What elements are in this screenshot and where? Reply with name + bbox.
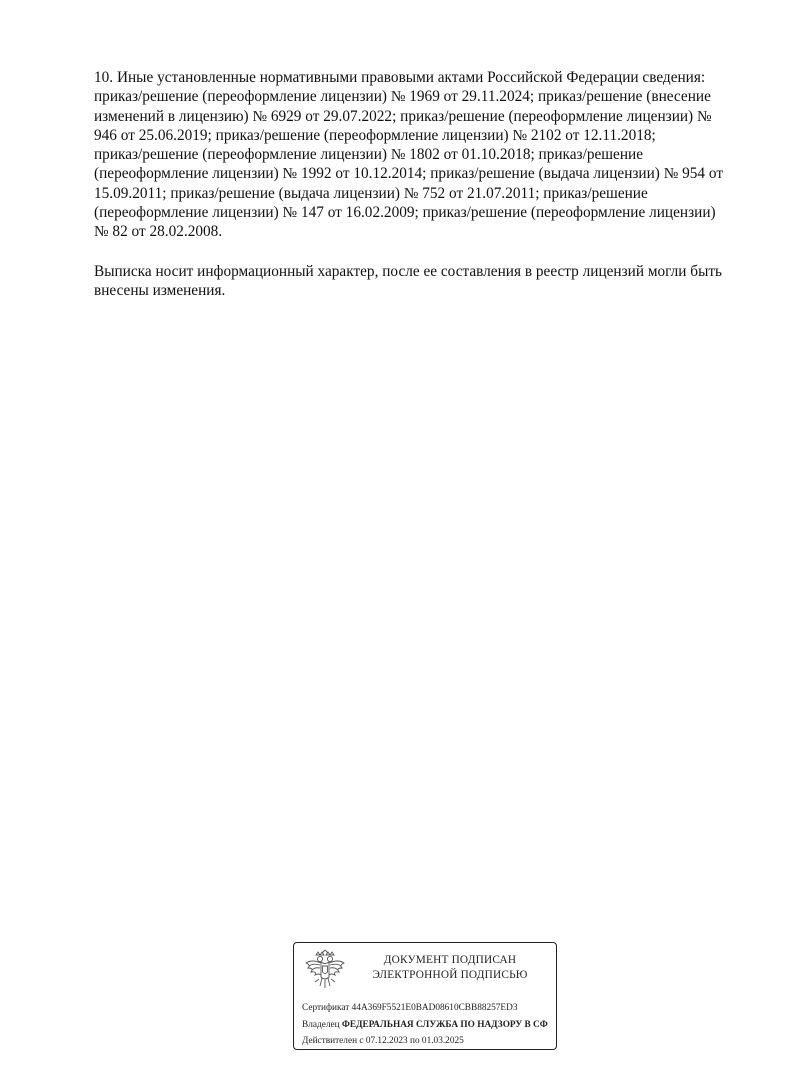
paragraph-line: Выписка носит информационный характер, после ее составления в реестр лицензий могли быть bbox=[94, 263, 723, 280]
certificate-row bbox=[302, 1002, 517, 1014]
electronic-signature-stamp bbox=[293, 942, 557, 1050]
disclaimer-paragraph bbox=[94, 262, 722, 301]
paragraph-line: внесены изменения. bbox=[94, 282, 226, 300]
stamp-title-line: ЭЛЕКТРОННОЙ ПОДПИСЬЮ bbox=[372, 969, 528, 981]
item-10-paragraph bbox=[94, 68, 723, 242]
owner-label: Владелец bbox=[302, 1020, 340, 1030]
validity-row: Действителен с 07.12.2023 по 01.03.2025 bbox=[302, 1036, 464, 1046]
russian-coat-of-arms-icon bbox=[302, 949, 348, 991]
paragraph-line: приказ/решение (переоформление лицензии) № 1969 от 29.11.2024; приказ/решение (внесение bbox=[94, 88, 711, 106]
paragraph-line: (переоформление лицензии) № 1992 от 10.12.2014; приказ/решение (выдача лицензии) № 954 от bbox=[94, 165, 724, 183]
paragraph-line: изменений в лицензию) № 6929 от 29.07.2022; приказ/решение (переоформление лицензии) № bbox=[94, 107, 712, 125]
certificate-label: Сертификат bbox=[302, 1003, 350, 1013]
paragraph-line: 15.09.2011; приказ/решение (выдача лицензии) № 752 от 21.07.2011; приказ/решение bbox=[94, 184, 648, 202]
stamp-title-line: ДОКУМЕНТ ПОДПИСАН bbox=[383, 954, 517, 966]
paragraph-line: 946 от 25.06.2019; приказ/решение (переоформление лицензии) № 2102 от 12.11.2018; bbox=[94, 126, 656, 144]
stamp-title bbox=[358, 953, 542, 983]
certificate-value: 44A369F5521E0BAD08610CBB88257ED3 bbox=[351, 1003, 518, 1013]
paragraph-line: 10. Иные установленные нормативными правовыми актами Российской Федерации сведения: bbox=[94, 69, 706, 86]
paragraph-line: (переоформление лицензии) № 147 от 16.02.2009; приказ/решение (переоформление лицензии) bbox=[94, 204, 716, 222]
owner-row bbox=[302, 1019, 548, 1031]
owner-value: ФЕДЕРАЛЬНАЯ СЛУЖБА ПО НАДЗОРУ В СФ bbox=[341, 1020, 548, 1030]
paragraph-line: № 82 от 28.02.2008. bbox=[94, 223, 223, 241]
paragraph-line: приказ/решение (переоформление лицензии) № 1802 от 01.10.2018; приказ/решение bbox=[94, 146, 644, 164]
